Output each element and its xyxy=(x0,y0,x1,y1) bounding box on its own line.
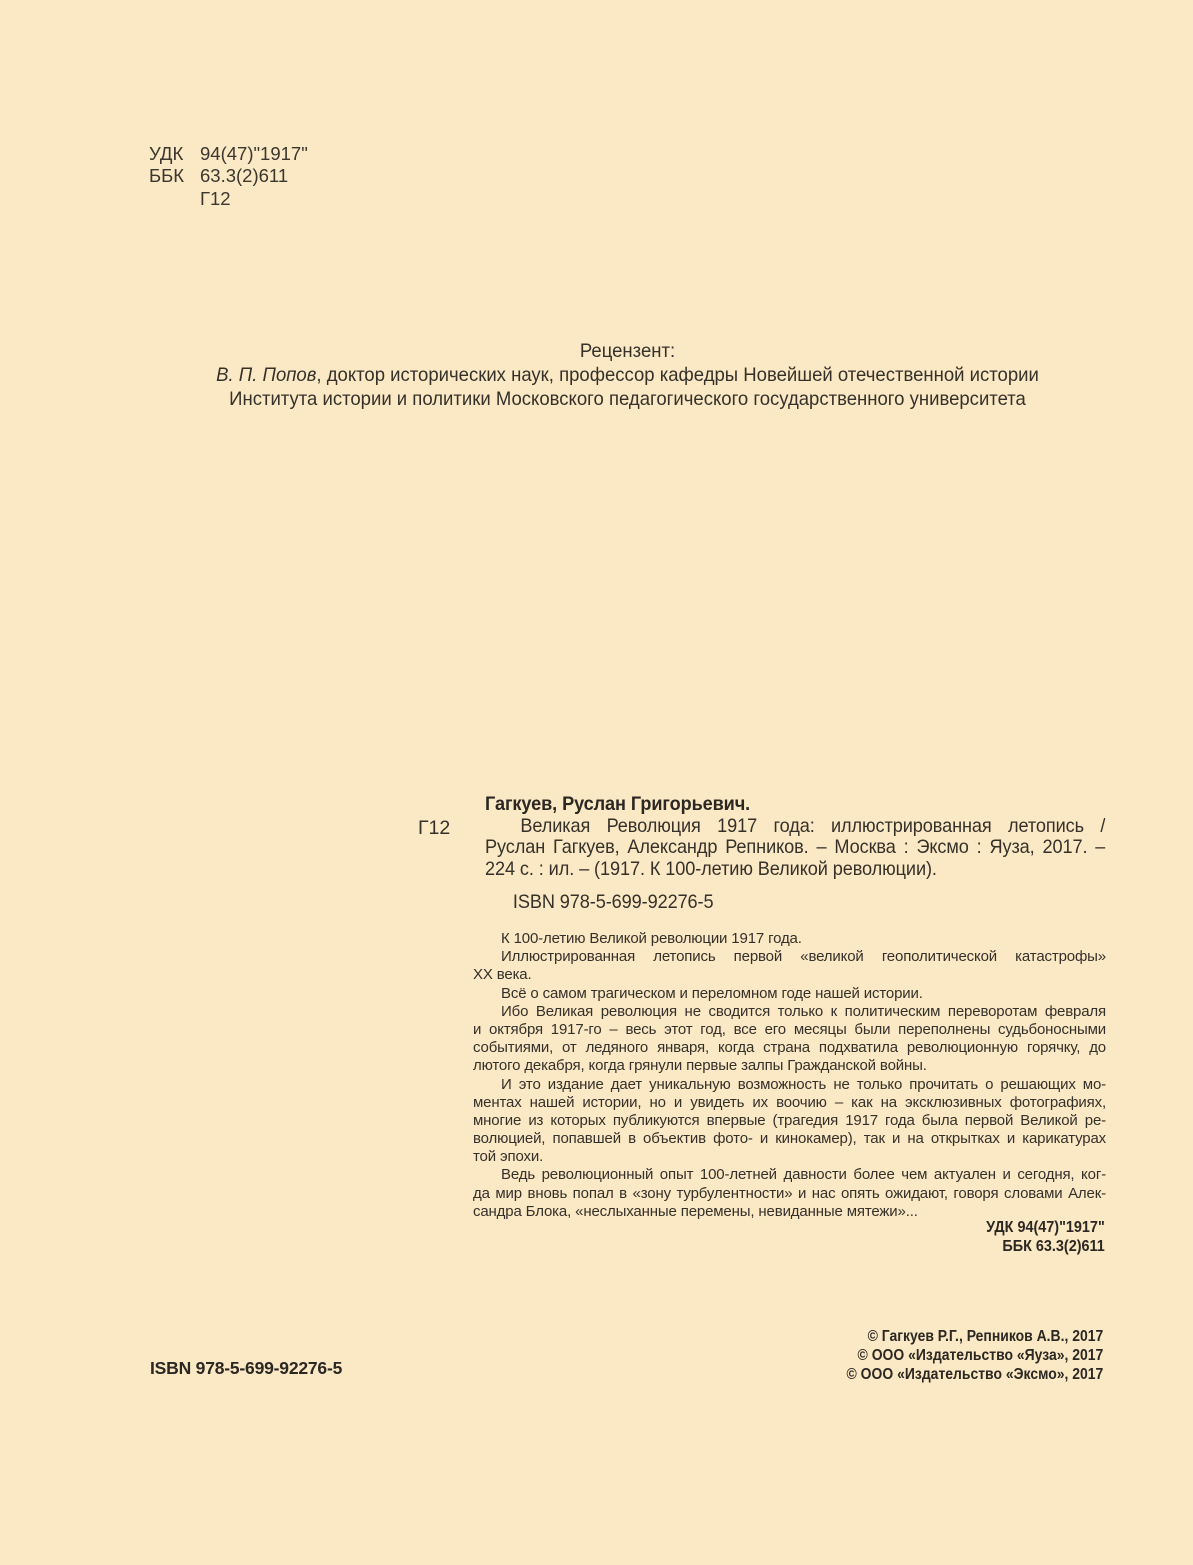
bbk-row xyxy=(149,165,308,187)
author-sign-row xyxy=(149,188,308,210)
copyright-line: © Гагкуев Р.Г., Репников А.В., 2017 xyxy=(867,1328,1103,1345)
annotation-paragraph xyxy=(473,1166,1106,1221)
reviewer-degrees: , доктор исторических наук, профессор кафедры Новейшей отечественной истории xyxy=(316,364,1039,387)
record-body xyxy=(485,816,1105,881)
annotation-line: Иллюстрированная летопись первой «великой геополитической катастрофы» xyxy=(501,948,1106,966)
bbk-label: ББК xyxy=(149,165,185,187)
annotation-line: ментах нашей истории, но и увидеть их воочию – как на эксклюзивных фотографиях, xyxy=(473,1093,1106,1111)
annotation-line: Всё о самом трагическом и переломном годе нашей истории. xyxy=(501,984,923,1002)
bbk-right: ББК 63.3(2)611 xyxy=(1002,1238,1105,1255)
reviewer-line xyxy=(174,363,1081,387)
annotation-line: сандра Блока, «неслыханные перемены, невиданные мятежи»... xyxy=(473,1202,918,1220)
copyright-line: © ООО «Издательство «Эксмо», 2017 xyxy=(846,1366,1103,1383)
udk-value: 94(47)"1917" xyxy=(200,143,308,164)
record-author: Гагкуев, Руслан Григорьевич. xyxy=(485,793,751,815)
catalog-card xyxy=(485,794,1105,914)
annotation-paragraph xyxy=(473,1076,1106,1167)
udk-label: УДК xyxy=(149,143,184,164)
footer-isbn: ISBN 978-5-699-92276-5 xyxy=(150,1358,343,1378)
annotation-line: волюцией, попавшей в объектив фото- и кинокамер), так и на открытках и карикатурах xyxy=(473,1130,1106,1148)
margin-author-sign: Г12 xyxy=(418,817,451,839)
copyright-block xyxy=(846,1327,1103,1384)
record-line: Руслан Гагкуев, Александр Репников. – Москва : Эксмо : Яуза, 2017. – xyxy=(485,837,1106,858)
annotation-line: да мир вновь попал в «зону турбулентности» и нас опять ожидают, говоря словами Алек- xyxy=(473,1184,1106,1202)
record-line: Великая Революция 1917 года: иллюстрированная летопись / xyxy=(520,815,1106,837)
udk-right: УДК 94(47)"1917" xyxy=(986,1219,1105,1236)
annotation-line: Ибо Великая революция не сводится только к политическим переворотам февраля xyxy=(501,1002,1106,1020)
udk-bbk-block xyxy=(149,143,308,210)
annotation-line: К 100-летию Великой революции 1917 года. xyxy=(501,930,802,947)
record-isbn: ISBN 978-5-699-92276-5 xyxy=(512,891,714,913)
udk-row xyxy=(149,143,308,165)
reviewer-name: В. П. Попов xyxy=(216,364,317,387)
reviewer-section xyxy=(174,339,1081,412)
copyright-line: © ООО «Издательство «Яуза», 2017 xyxy=(857,1347,1103,1364)
annotation-line: событиями, от ледяного января, когда страна подхватила революционную горячку, до xyxy=(473,1039,1106,1057)
annotation-line: многие из которых публикуются впервые (трагедия 1917 года была первой Великой ре- xyxy=(473,1111,1106,1129)
annotation xyxy=(473,930,1106,1221)
annotation-line: и октября 1917-го – весь этот год, все его месяцы были переполнены судьбоносными xyxy=(473,1020,1106,1038)
annotation-paragraph xyxy=(473,930,1106,948)
reviewer-heading: Рецензент: xyxy=(579,340,676,362)
annotation-line: Ведь революционный опыт 100-летней давности более чем актуален и сегодня, ког- xyxy=(501,1166,1106,1184)
annotation-paragraph xyxy=(473,948,1106,984)
annotation-line: XX века. xyxy=(473,966,532,984)
annotation-line: той эпохи. xyxy=(473,1148,544,1166)
annotation-line: лютого декабря, когда грянули первые залпы Гражданской войны. xyxy=(473,1057,927,1075)
annotation-paragraph xyxy=(473,985,1106,1003)
reviewer-institution: Института истории и политики Московского педагогического государственного университета xyxy=(229,388,1026,411)
record-line: 224 с. : ил. – (1917. К 100-летию Великой революции). xyxy=(485,858,937,880)
annotation-line: И это издание дает уникальную возможность не только прочитать о решающих мо- xyxy=(501,1075,1106,1093)
author-sign-value: Г12 xyxy=(200,187,231,209)
annotation-paragraph xyxy=(473,1003,1106,1076)
codes-right xyxy=(986,1218,1105,1256)
bbk-value: 63.3(2)611 xyxy=(200,165,289,187)
